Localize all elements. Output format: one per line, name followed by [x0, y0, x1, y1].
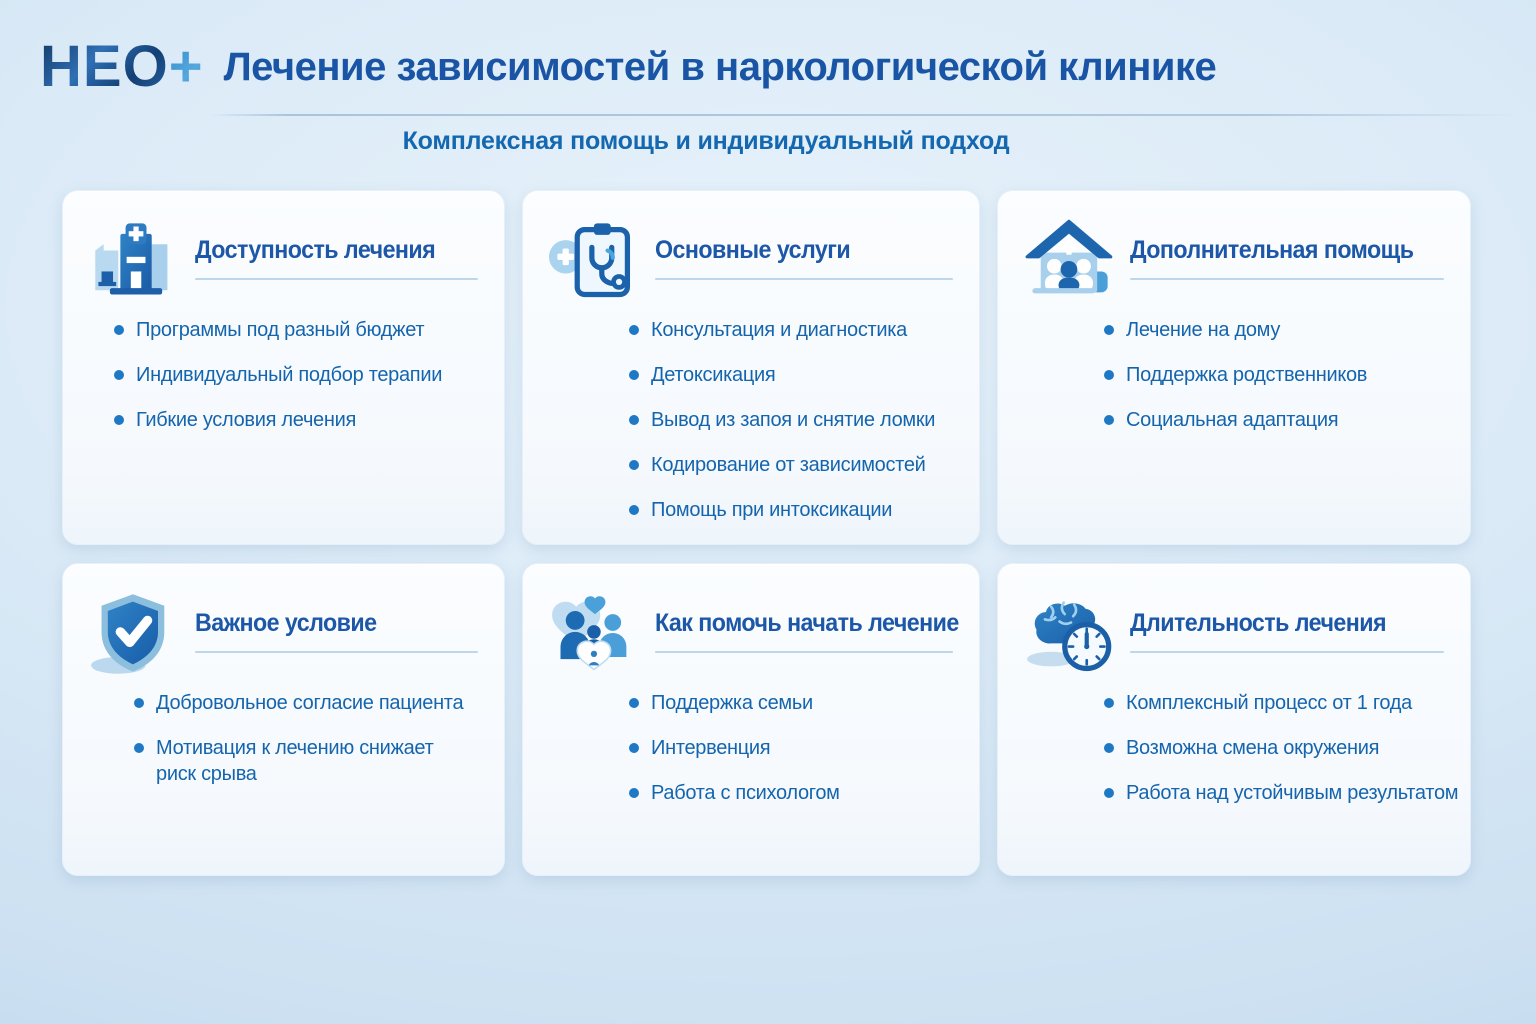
card-main-services: [522, 190, 980, 545]
card-title-divider: [655, 278, 953, 280]
card-additional-help: [997, 190, 1471, 545]
list-item: Работа с психологом: [629, 780, 953, 806]
card-bullet-list: [1104, 317, 1444, 433]
card-title: Основные услуги: [655, 236, 851, 264]
card-title-divider: [195, 278, 478, 280]
cards-grid: [62, 190, 1471, 876]
family-support-icon: [549, 592, 641, 676]
card-title-divider: [1130, 278, 1444, 280]
hospital-building-icon: [89, 219, 181, 303]
card-title-divider: [655, 651, 953, 653]
brain-clock-icon: [1024, 592, 1116, 676]
list-item: Социальная адаптация: [1104, 407, 1444, 433]
card-treatment-availability: [62, 190, 505, 545]
card-header: [1024, 590, 1444, 678]
card-how-to-start-treatment: [522, 563, 980, 876]
card-header: [549, 590, 959, 678]
home-care-icon: [1024, 219, 1116, 303]
logo-plus-icon: +: [168, 34, 204, 99]
neo-plus-logo: [40, 34, 204, 99]
shield-check-icon: [89, 592, 181, 676]
list-item: Консультация и диагностика: [629, 317, 953, 343]
card-title: Как помочь начать лечение: [655, 609, 959, 637]
list-item: Программы под разный бюджет: [114, 317, 478, 343]
list-item: Вывод из запоя и снятие ломки: [629, 407, 953, 433]
list-item: Добровольное согласие пациента: [134, 690, 478, 716]
card-header: [89, 590, 478, 678]
page-subtitle: Комплексная помощь и индивидуальный подход: [402, 127, 1010, 155]
card-header: [89, 217, 478, 305]
list-item: Детоксикация: [629, 362, 953, 388]
list-item: Комплексный процесс от 1 года: [1104, 690, 1444, 716]
card-important-condition: [62, 563, 505, 876]
list-item: Поддержка семьи: [629, 690, 953, 716]
page-title: Лечение зависимостей в наркологической клинике: [223, 44, 1217, 89]
page-header: [40, 34, 1217, 99]
list-item: Возможна смена окружения: [1104, 735, 1444, 761]
list-item: Гибкие условия лечения: [114, 407, 478, 433]
card-title: Длительность лечения: [1130, 609, 1387, 637]
card-header: [1024, 217, 1444, 305]
header-divider: [210, 114, 1518, 116]
card-bullet-list: [629, 317, 953, 523]
card-bullet-list: [114, 317, 478, 433]
card-header: [549, 217, 953, 305]
card-title-divider: [1130, 651, 1444, 653]
card-bullet-list: [1104, 690, 1459, 806]
list-item: Кодирование от зависимостей: [629, 452, 953, 478]
card-title: Доступность лечения: [195, 236, 436, 264]
list-item: Интервенция: [629, 735, 953, 761]
card-title: Важное условие: [195, 609, 377, 637]
card-title: Дополнительная помощь: [1130, 236, 1414, 264]
clipboard-stethoscope-icon: [549, 219, 641, 303]
list-item: Помощь при интоксикации: [629, 497, 953, 523]
list-item: Лечение на дому: [1104, 317, 1444, 343]
list-item: Мотивация к лечению снижает риск срыва: [134, 735, 478, 787]
card-title-divider: [195, 651, 478, 653]
list-item: Поддержка родственников: [1104, 362, 1444, 388]
list-item: Работа над устойчивым результатом: [1104, 780, 1444, 806]
list-item: Индивидуальный подбор терапии: [114, 362, 478, 388]
logo-text: НЕО: [40, 34, 169, 99]
card-treatment-duration: [997, 563, 1471, 876]
card-bullet-list: [629, 690, 953, 806]
card-bullet-list: [134, 690, 478, 787]
